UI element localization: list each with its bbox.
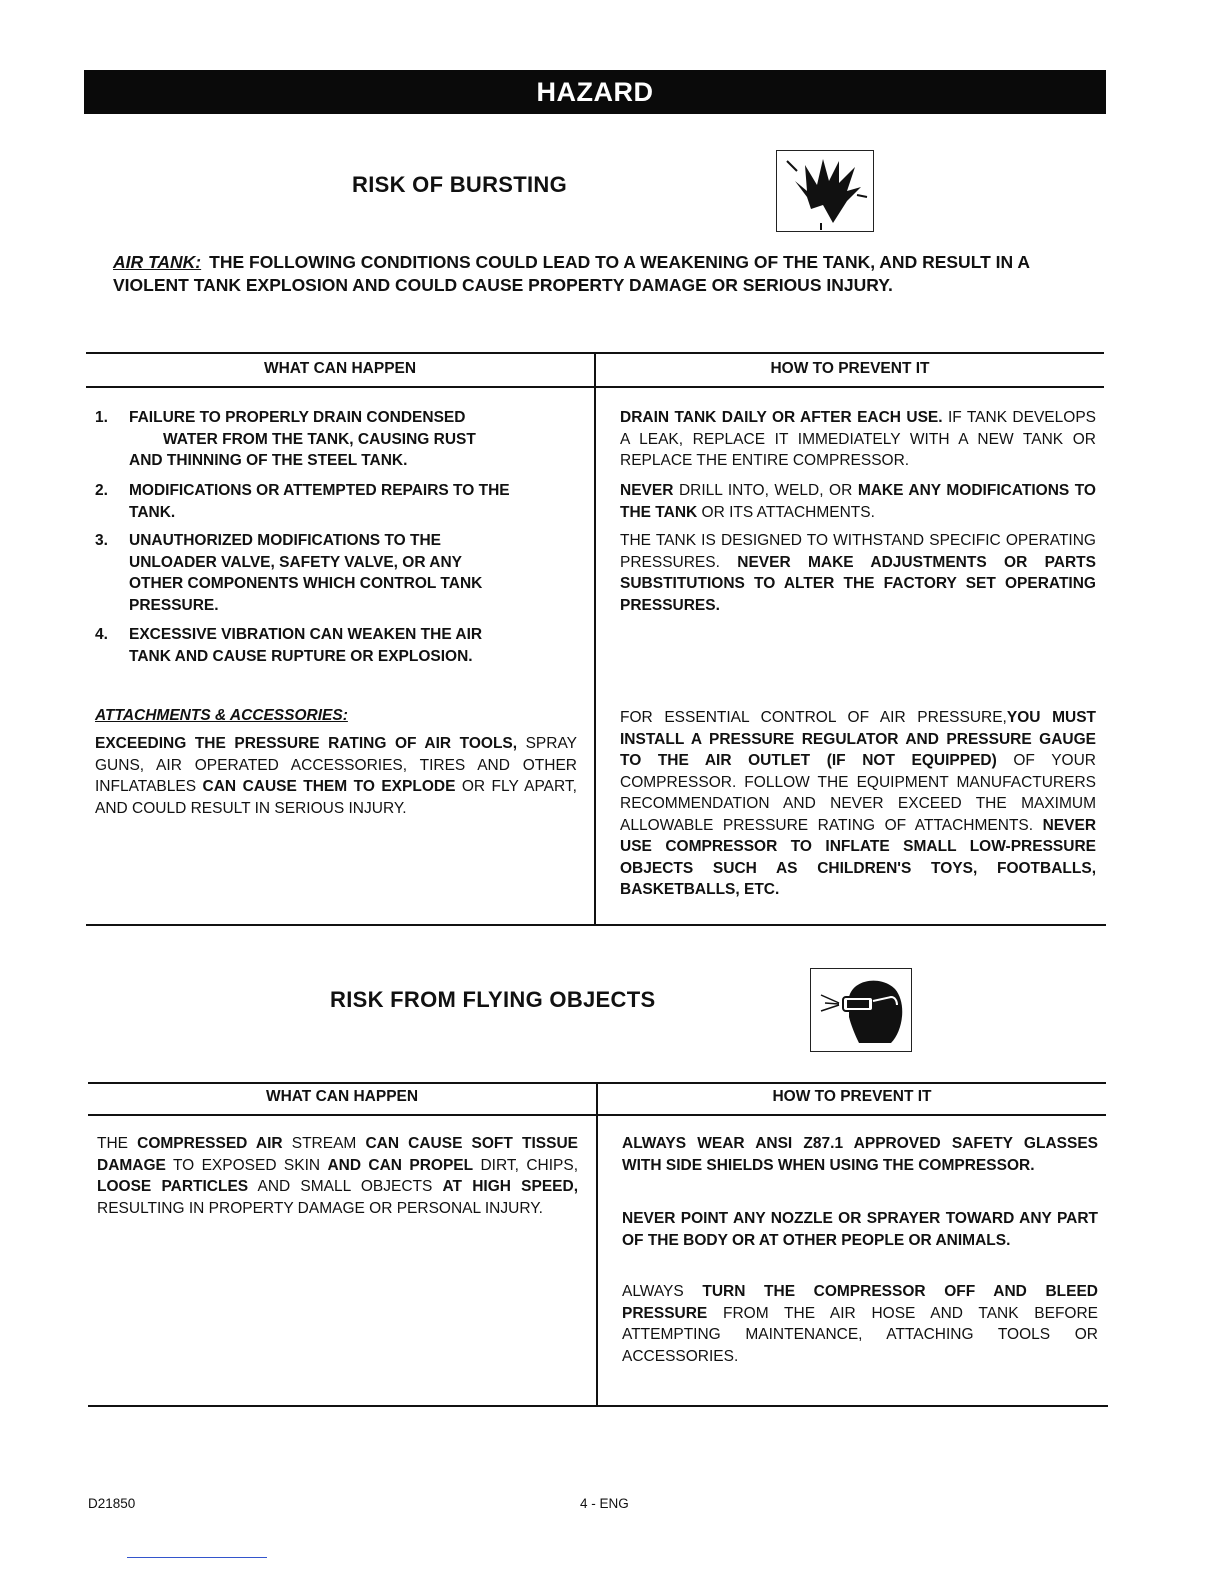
document-id: D21850 <box>88 1496 136 1511</box>
list-item: 1. FAILURE TO PROPERLY DRAIN CONDENSED WATER FROM THE TANK, CAUSING RUST AND THINNING OF THE STEEL TANK. <box>95 409 476 469</box>
table1-divider <box>594 352 596 924</box>
flying-objects-title: RISK FROM FLYING OBJECTS <box>330 987 656 1012</box>
table2-bottom-rule <box>88 1405 1108 1407</box>
attachments-heading: ATTACHMENTS & ACCESSORIES: <box>95 707 348 724</box>
air-tank-intro <box>113 251 1088 297</box>
safety-goggles-icon <box>810 968 912 1052</box>
prevent-no-pointing: NEVER POINT ANY NOZZLE OR SPRAYER TOWARD ANY PART OF THE BODY OR AT OTHER PEOPLE OR ANIMALS. <box>622 1210 1098 1249</box>
table2-col-happen: WHAT CAN HAPPEN <box>265 1088 419 1105</box>
prevent-safety-glasses: ALWAYS WEAR ANSI Z87.1 APPROVED SAFETY GLASSES WITH SIDE SHIELDS WHEN USING THE COMPRESSOR. <box>622 1135 1098 1174</box>
table2-divider <box>596 1082 598 1406</box>
prevent-drain-tank: DRAIN TANK DAILY OR AFTER EACH USE. IF TANK DEVELOPS A LEAK, REPLACE IT IMMEDIATELY WITH A NEW TANK OR REPLACE THE ENTIRE COMPRESSOR. <box>620 409 1096 469</box>
air-tank-label: AIR TANK: <box>113 252 202 272</box>
hazard-banner: HAZARD <box>84 70 1106 114</box>
table2-col-prevent: HOW TO PREVENT IT <box>772 1088 932 1105</box>
explosion-icon <box>776 150 874 232</box>
air-tank-text: THE FOLLOWING CONDITIONS COULD LEAD TO A WEAKENING OF THE TANK, AND RESULT IN A VIOLENT TANK EXPLOSION AND COULD CAUSE PROPERTY DAMAGE OR SERIOUS INJURY. <box>113 252 1030 295</box>
attachments-prevent: FOR ESSENTIAL CONTROL OF AIR PRESSURE,YOU MUST INSTALL A PRESSURE REGULATOR AND PRESSURE GAUGE TO THE AIR OUTLET (IF NOT EQUIPPED) OF YOUR COMPRESSOR. FOLLOW THE EQUIPMENT MANUFACTURERS RECOMMENDATION AND NEVER EXCEED THE MAXIMUM ALLOWABLE PRESSURE RATING OF ATTACHMENTS. NEVER USE COMPRESSOR TO INFLATE SMALL LOW-PRESSURE OBJECTS SUCH AS CHILDREN'S TOYS, FOOTBALLS, BASKETBALLS, ETC. <box>620 709 1097 898</box>
page-number: 4 - ENG <box>580 1496 629 1511</box>
scan-artifact-line <box>127 1557 267 1558</box>
table1-col-happen: WHAT CAN HAPPEN <box>263 360 417 377</box>
attachments-text: EXCEEDING THE PRESSURE RATING OF AIR TOOLS, SPRAY GUNS, AIR OPERATED ACCESSORIES, TIRES AND OTHER INFLATABLES CAN CAUSE THEM TO EXPLODE OR FLY APART, AND COULD RESULT IN SERIOUS INJURY. <box>95 735 577 817</box>
table1-bottom-rule <box>86 924 1106 926</box>
prevent-bleed-pressure: ALWAYS TURN THE COMPRESSOR OFF AND BLEED PRESSURE FROM THE AIR HOSE AND TANK BEFORE ATTEMPTING MAINTENANCE, ATTACHING TOOLS OR ACCESSORIES. <box>622 1283 1099 1365</box>
prevent-no-modifications: NEVER DRILL INTO, WELD, OR MAKE ANY MODIFICATIONS TO THE TANK OR ITS ATTACHMENTS. <box>620 482 1096 521</box>
table1-col-prevent: HOW TO PREVENT IT <box>770 360 930 377</box>
bursting-title: RISK OF BURSTING <box>352 172 568 197</box>
list-item: 2. MODIFICATIONS OR ATTEMPTED REPAIRS TO THE TANK. <box>95 482 510 521</box>
flying-objects-happen: THE COMPRESSED AIR STREAM CAN CAUSE SOFT TISSUE DAMAGE TO EXPOSED SKIN AND CAN PROPEL DIRT, CHIPS, LOOSE PARTICLES AND SMALL OBJECTS AT HIGH SPEED, RESULTING IN PROPERTY DAMAGE OR PERSONAL INJURY. <box>97 1135 579 1217</box>
prevent-operating-pressures: THE TANK IS DESIGNED TO WITHSTAND SPECIFIC OPERATING PRESSURES. NEVER MAKE ADJUSTMENTS OR PARTS SUBSTITUTIONS TO ALTER THE FACTORY SET OPERATING PRESSURES. <box>620 532 1096 614</box>
list-item: 3. UNAUTHORIZED MODIFICATIONS TO THE UNLOADER VALVE, SAFETY VALVE, OR ANY OTHER COMPONENTS WHICH CONTROL TANK PRESSURE. <box>95 532 483 614</box>
list-item: 4. EXCESSIVE VIBRATION CAN WEAKEN THE AIR TANK AND CAUSE RUPTURE OR EXPLOSION. <box>95 626 483 665</box>
